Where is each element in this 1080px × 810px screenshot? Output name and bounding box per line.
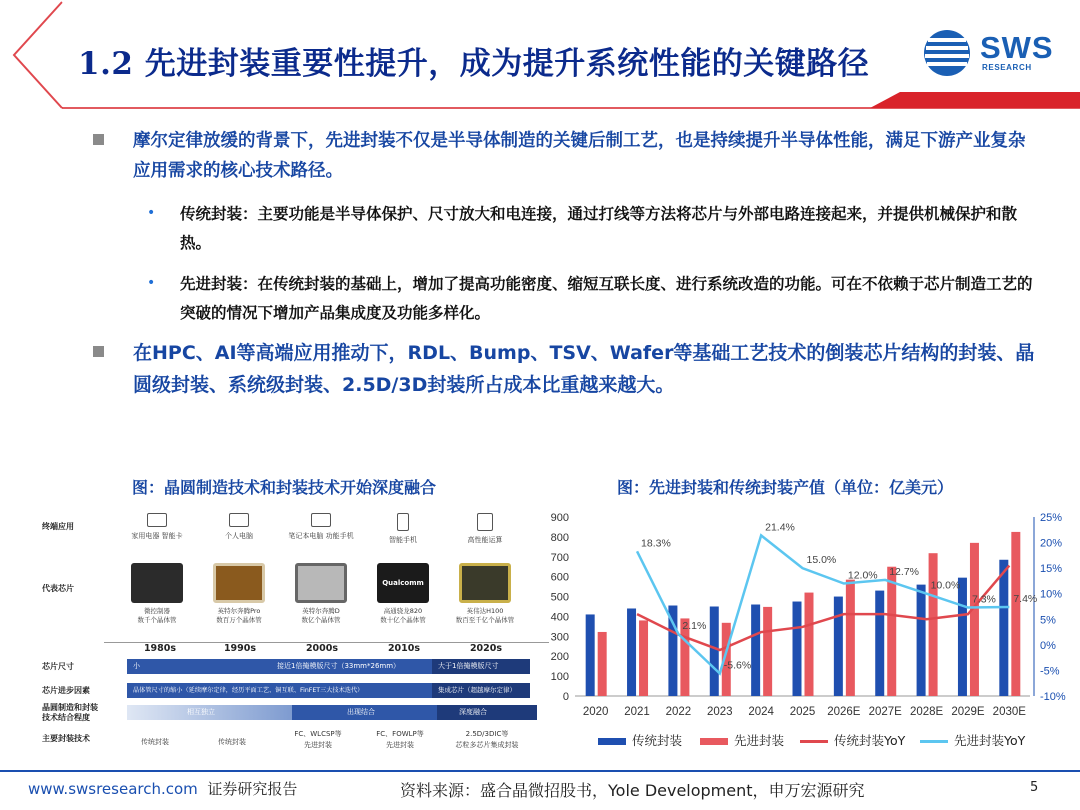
bar-traditional	[958, 578, 967, 696]
server-icon	[477, 513, 493, 531]
laptop-icon	[311, 513, 331, 527]
tech-item: 传统封装	[218, 738, 246, 746]
app-smartphone	[360, 513, 446, 545]
bar-advanced	[846, 580, 855, 696]
app-pc	[196, 513, 282, 541]
legend-swatch	[920, 740, 948, 743]
appliance-icon	[147, 513, 167, 527]
row-label-fusion: 晶圆制造和封装技术结合程度	[42, 703, 98, 722]
app-label: 高性能运算	[467, 536, 503, 544]
bullet-text-2: 在HPC、AI等高端应用推动下，RDL、Bump、TSV、Wafer等基础工艺技术的倒装芯片结构的封装、晶圆级封装、系统级封装、2.5D/3D封装所占成本比重越来越大。	[133, 342, 1035, 396]
y2-tick-label: -5%	[1040, 665, 1060, 678]
sub-bullet-1: 传统封装：主要功能是半导体保护、尺寸放大和电连接，通过打线等方法将芯片与外部电路连接起来，并提供机械保护和散热。	[180, 205, 1018, 252]
logo-text: SWS	[980, 30, 1054, 65]
row-label-size: 芯片尺寸	[42, 662, 74, 671]
legend-swatch	[800, 740, 828, 743]
app-laptop	[278, 513, 364, 541]
app-label: 个人电脑	[225, 532, 253, 540]
bullet-dot-icon: •	[147, 205, 156, 221]
bullet-dot-icon: •	[147, 275, 156, 291]
x-tick-label: 2022	[665, 706, 692, 718]
x-tick-label: 2020	[582, 706, 609, 718]
footer-source: 资料来源：盛合晶微招股书，Yole Development，申万宏源研究	[400, 781, 865, 800]
sub-bullet-2: 先进封装：在传统封装的基础上，增加了提高功能密度、缩短互联长度、进行系统改造的功能。可在不依赖于芯片制造工艺的突破的情况下增加产品集成度及功能多样化。	[180, 275, 1033, 322]
line-traditional-yoy	[637, 566, 1009, 650]
data-label: 10.0%	[930, 579, 961, 592]
legend-label: 先进封装YoY	[954, 733, 1026, 748]
bar-advanced	[887, 567, 896, 696]
chip-count: 数百万个晶体管	[216, 616, 262, 624]
tech-item: 传统封装	[141, 738, 169, 746]
bar-advanced	[639, 620, 648, 696]
chip-image-pentium-pro	[213, 563, 265, 603]
bar-advanced	[805, 593, 814, 696]
bar-traditional	[917, 585, 926, 696]
x-tick-label: 2029E	[951, 706, 985, 718]
size-mid-label: 接近1倍掩模版尺寸（33mm*26mm）	[277, 662, 401, 670]
data-label: 12.7%	[889, 565, 920, 578]
row-label-tech: 主要封装技术	[42, 734, 90, 743]
fusion-bar-combine: 出现结合	[292, 705, 437, 720]
y2-tick-label: 15%	[1040, 563, 1063, 576]
smartphone-icon	[397, 513, 409, 531]
y-tick-label: 300	[550, 631, 569, 644]
chip-label-pentium-pro	[196, 607, 282, 625]
era-1990s: 1990s	[223, 643, 257, 654]
bar-traditional	[793, 602, 802, 696]
chip-name: 高通骁龙820	[383, 607, 423, 615]
tech-item: 2.5D/3DIC等 芯粒多芯片集成封装	[455, 730, 519, 749]
bar-advanced	[763, 607, 772, 696]
legend-item-traditional-yoy	[800, 731, 905, 749]
bar-traditional	[586, 614, 595, 696]
data-label: 21.4%	[765, 521, 795, 534]
chip-name: 英伟达H100	[466, 607, 504, 615]
y-tick-label: 600	[550, 571, 569, 584]
chip-name: 英特尔奔腾D	[302, 607, 340, 615]
chip-label-snapdragon	[360, 607, 446, 625]
data-label: 2.1%	[682, 620, 707, 633]
bar-advanced	[929, 553, 938, 696]
app-label: 家用电器 智能卡	[131, 532, 183, 540]
bullet-square-icon	[93, 346, 104, 357]
bar-traditional	[710, 607, 719, 697]
x-tick-label: 2027E	[868, 706, 902, 718]
chip-count: 数亿个晶体管	[301, 616, 341, 624]
legend-swatch	[598, 738, 626, 745]
x-tick-label: 2026E	[827, 706, 861, 718]
bullet-text-1: 摩尔定律放缓的背景下，先进封装不仅是半导体制造的关键后制工艺，也是持续提升半导体性能，满足下游产业复杂应用需求的核心技术路径。	[133, 131, 1026, 181]
row-label-progress: 芯片进步因素	[42, 686, 90, 695]
y-tick-label: 400	[550, 611, 569, 624]
era-2020s: 2020s	[469, 643, 503, 654]
sws-logo	[922, 28, 1062, 78]
row-label-terminal: 终端应用	[42, 522, 74, 531]
page-number: 5	[1030, 780, 1039, 795]
chip-name: 微控制器	[144, 607, 170, 615]
progress-bar-integration: 集成芯片（超越摩尔定律）	[432, 683, 530, 698]
fusion-bar-independent: 相互独立	[127, 705, 292, 720]
y2-tick-label: 0%	[1040, 639, 1056, 652]
x-tick-label: 2024	[748, 706, 774, 718]
bar-advanced	[598, 632, 607, 696]
y-tick-label: 500	[550, 591, 569, 604]
chip-image-snapdragon: Qualcomm	[377, 563, 429, 603]
size-small-label: 小	[133, 662, 140, 670]
fusion-diagram	[42, 505, 542, 765]
x-tick-label: 2030E	[992, 706, 1026, 718]
data-label: 7.4%	[1013, 593, 1038, 606]
chip-label-h100	[442, 607, 528, 625]
legend-label: 先进封装	[734, 733, 785, 748]
y-tick-label: 200	[550, 651, 569, 664]
figure-title-left: 图：晶圆制造技术和封装技术开始深度融合	[132, 478, 437, 497]
y-tick-label: 100	[550, 671, 569, 684]
row-label-chip: 代表芯片	[42, 584, 74, 593]
size-bar-large: 大于1倍掩模版尺寸	[432, 659, 530, 674]
sws-globe-icon	[922, 28, 974, 78]
chip-count: 数百至千亿个晶体管	[455, 616, 515, 624]
packaging-value-chart	[545, 505, 1075, 745]
chip-count: 数千个晶体管	[137, 616, 177, 624]
chip-count: 数十亿个晶体管	[380, 616, 426, 624]
bar-advanced	[1011, 532, 1020, 696]
legend-label: 传统封装	[632, 733, 683, 748]
figure-title-right: 图：先进封装和传统封装产值（单位：亿美元）	[617, 478, 954, 497]
size-bar	[127, 659, 432, 674]
desktop-icon	[229, 513, 249, 527]
legend-label: 传统封装YoY	[834, 733, 906, 748]
data-label: 18.3%	[641, 537, 671, 550]
page-title: 1.2 先进封装重要性提升，成为提升系统性能的关键路径	[78, 46, 870, 82]
data-label: 12.0%	[847, 569, 878, 582]
chip-image-pentium-d	[295, 563, 347, 603]
footer-tag: 证券研究报告	[207, 780, 298, 798]
data-label: -5.6%	[723, 659, 752, 672]
chip-image-mcu	[131, 563, 183, 603]
x-tick-label: 2025	[789, 706, 816, 718]
y2-tick-label: 5%	[1040, 614, 1056, 627]
x-tick-label: 2021	[624, 706, 650, 718]
data-label: 15.0%	[806, 554, 837, 567]
chip-label-pentium-d	[278, 607, 364, 625]
y2-tick-label: 20%	[1040, 537, 1063, 550]
legend-item-advanced	[700, 731, 784, 749]
data-label: 7.3%	[971, 593, 996, 606]
y-tick-label: 0	[562, 691, 569, 703]
bullet-square-icon	[93, 134, 104, 145]
chip-label-mcu	[114, 607, 200, 625]
progress-bar: 晶体管尺寸的缩小（延续摩尔定律，经历平面工艺、铜互联、FinFET三大技术迭代）	[127, 683, 432, 698]
y-tick-label: 800	[550, 531, 569, 544]
x-tick-label: 2023	[706, 706, 733, 718]
logo-subtext: RESEARCH	[982, 63, 1032, 72]
x-tick-label: 2028E	[909, 706, 944, 718]
legend-item-traditional	[598, 731, 682, 749]
tech-item: FC、WLCSP等 先进封装	[294, 730, 342, 749]
app-hpc	[442, 513, 528, 545]
bar-traditional	[999, 560, 1008, 696]
legend-item-advanced-yoy	[920, 731, 1025, 749]
bar-traditional	[751, 605, 760, 696]
y-tick-label: 900	[550, 512, 569, 524]
app-label: 智能手机	[389, 536, 417, 544]
tech-item: FC、FOWLP等 先进封装	[376, 730, 424, 749]
app-appliance	[114, 513, 200, 541]
chip-name: 英特尔奔腾Pro	[217, 607, 261, 615]
footer-link[interactable]: www.swsresearch.com	[28, 780, 198, 798]
bar-advanced	[970, 543, 979, 696]
chip-image-h100	[459, 563, 511, 603]
y2-tick-label: 25%	[1040, 512, 1063, 524]
app-label: 笔记本电脑 功能手机	[288, 532, 354, 540]
y2-tick-label: -10%	[1040, 691, 1066, 703]
bar-traditional	[875, 591, 884, 696]
fusion-bar-deep: 深度融合	[437, 705, 537, 720]
era-2000s: 2000s	[305, 643, 339, 654]
bar-traditional	[627, 608, 636, 696]
bar-traditional	[834, 597, 843, 696]
y2-tick-label: 10%	[1040, 588, 1063, 601]
footer-rule	[0, 770, 1080, 772]
y-tick-label: 700	[550, 551, 569, 564]
era-1980s: 1980s	[143, 643, 177, 654]
footer-website	[28, 778, 297, 799]
era-2010s: 2010s	[387, 643, 421, 654]
legend-swatch	[700, 738, 728, 745]
